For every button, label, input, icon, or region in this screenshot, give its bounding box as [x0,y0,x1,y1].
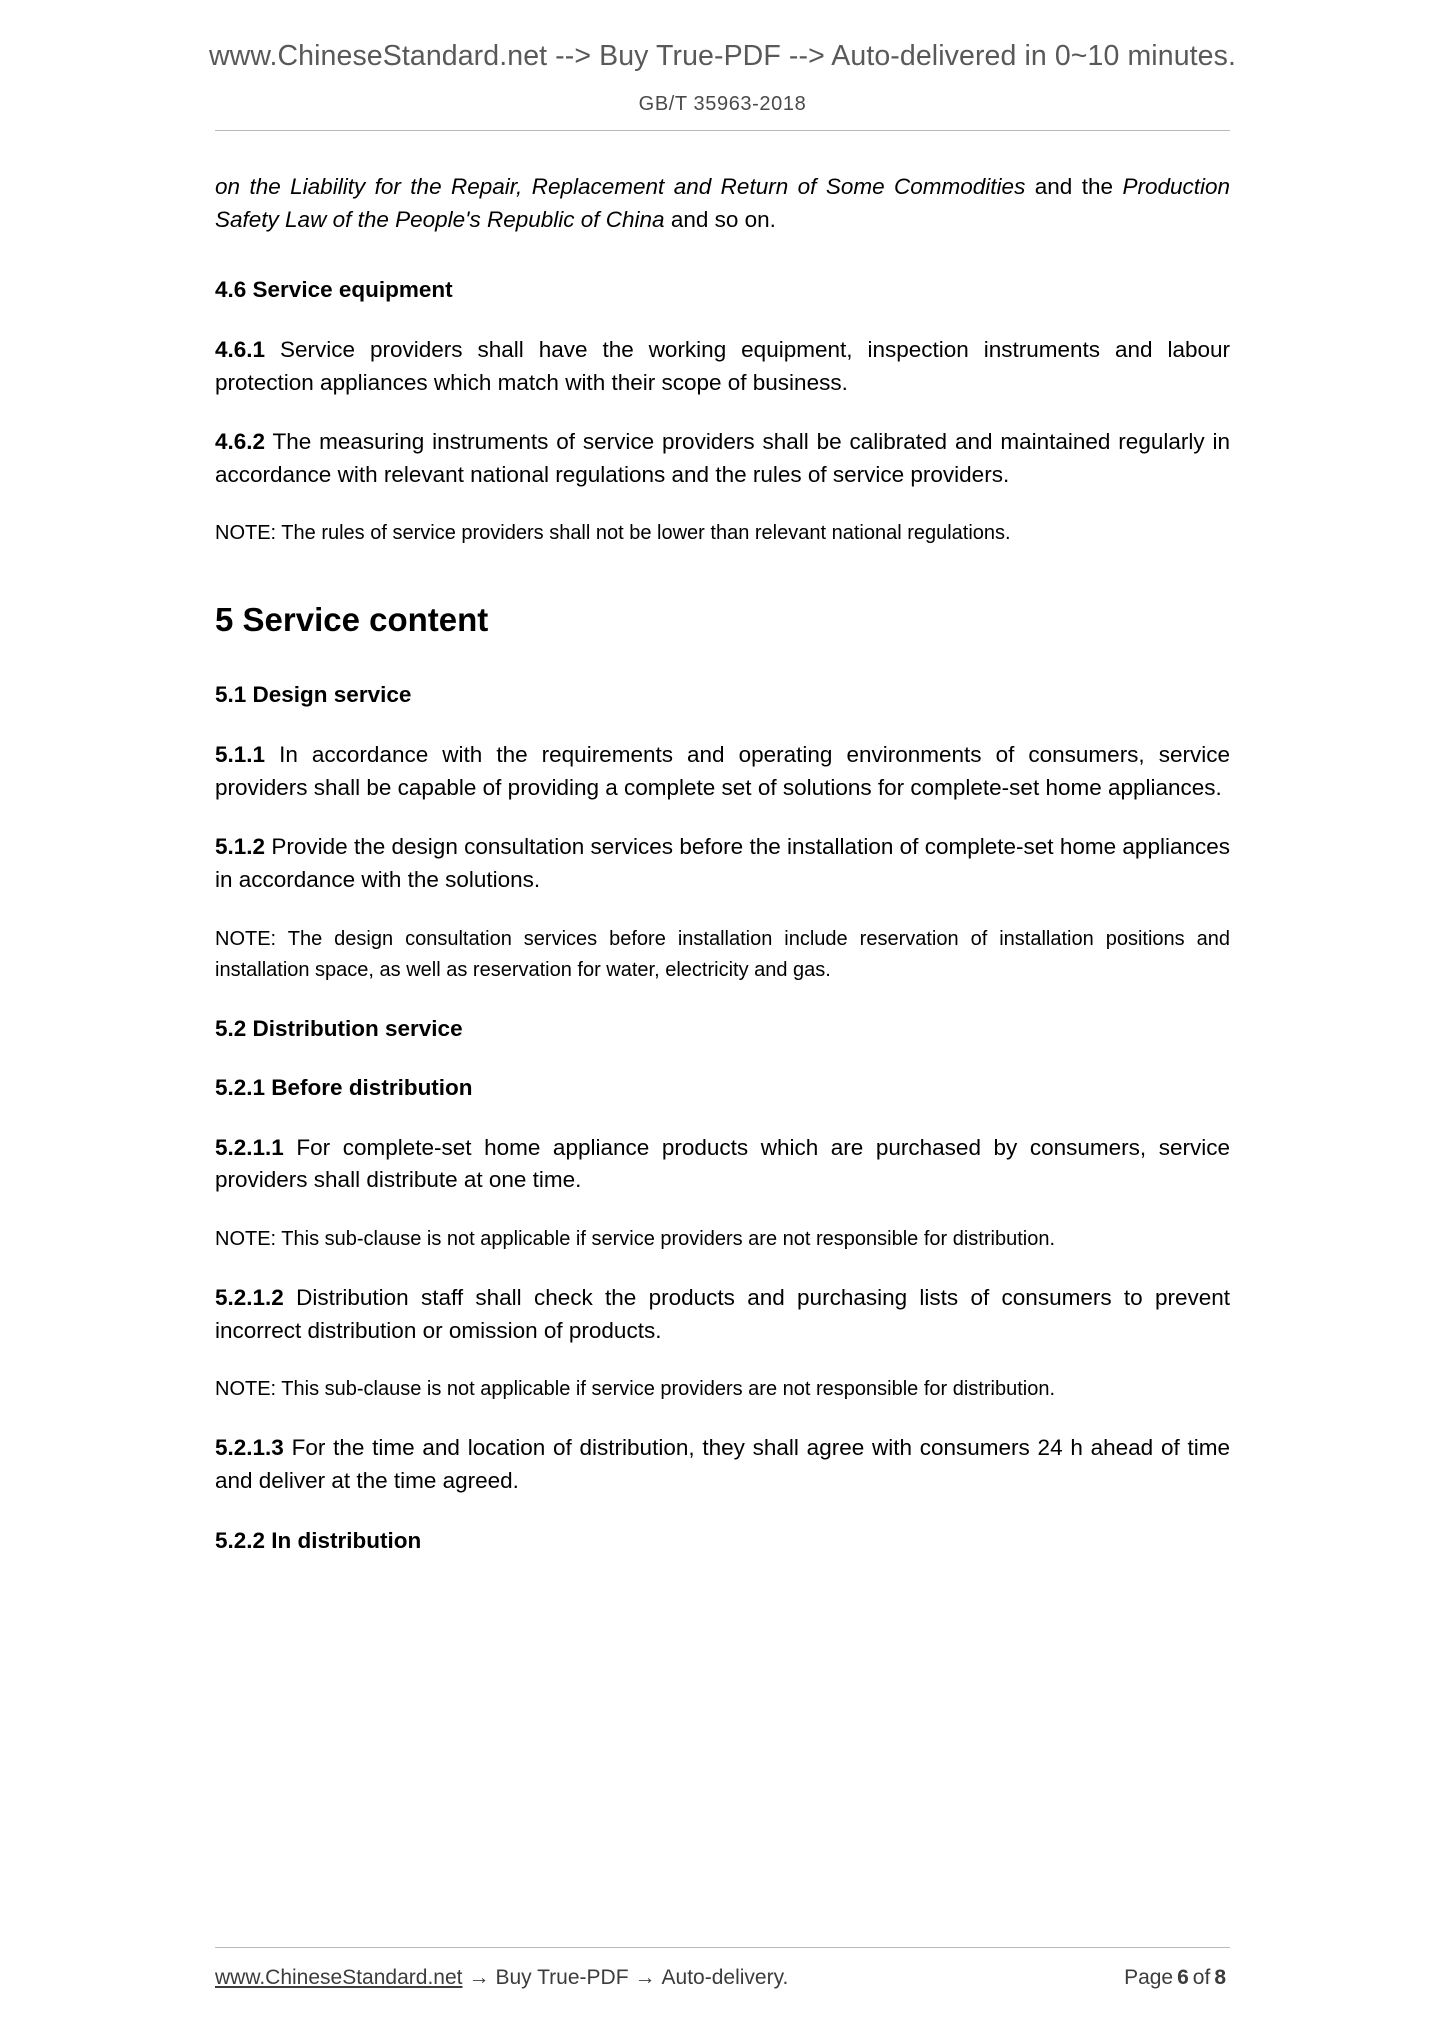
clause-text: For complete-set home appliance products which are purchased by consumers, service providers shall distribute at one time. [215,1134,1230,1193]
clause-5-2-1-1 [215,1132,1230,1197]
clause-5-2-1-3 [215,1432,1230,1497]
section-heading-5-2-2: 5.2.2 In distribution [215,1527,422,1553]
clause-4-6-2 [215,426,1230,491]
footer-row [215,1966,1230,1990]
clause-number: 5.2.1.3 [215,1435,284,1461]
clause-number: 5.1.2 [215,834,266,860]
footer-left [215,1966,1124,1990]
clause-5-2-1-2 [215,1282,1230,1347]
clause-text: Provide the design consultation services before the installation of complete-set home appliances in accordance with the solutions. [215,834,1230,892]
footer-divider [215,1947,1230,1948]
clause-text: Distribution staff shall check the products and purchasing lists of consumers to prevent incorrect distribution or omission of products. [215,1285,1230,1343]
note-5-2-1-1: NOTE: This sub-clause is not applicable if service providers are not responsible for distribution. [215,1228,1056,1250]
note-4-6-2: NOTE: The rules of service providers shall not be lower than relevant national regulations. [215,522,1011,545]
clause-5-1-1 [215,739,1230,804]
clause-5-1-2 [215,831,1230,896]
main-heading-5: 5 Service content [215,601,489,639]
clause-number: 4.6.1 [215,336,266,362]
page-total: 8 [1214,1966,1226,1989]
clause-text: For the time and location of distribution, they shall agree with consumers 24 h ahead of time and deliver at the time agreed. [215,1435,1230,1493]
italic-title-2: Production Safety Law of the People's Republic of China [215,174,1231,232]
section-heading-5-2-1: 5.2.1 Before distribution [215,1075,473,1101]
section-heading-5-1: 5.1 Design service [215,682,412,708]
note-5-1-2: NOTE: The design consultation services before installation include reservation of installation positions and installation space, as well as reservation for water, electricity and gas. [215,927,1230,981]
plain-text-2: and so on. [664,206,776,232]
arrow-right-icon-2: → [634,1966,656,1989]
clause-number: 5.2.1.2 [215,1285,284,1310]
standard-code: GB/T 35963-2018 [638,93,807,115]
note-5-2-1-2: NOTE: This sub-clause is not applicable if service providers are not responsible for distribution. [215,1378,1056,1401]
promo-banner: www.ChineseStandard.net --> Buy True-PDF --> Auto-delivered in 0~10 minutes. [209,40,1236,72]
clause-number: 5.1.1 [215,742,266,767]
document-content [215,131,1230,1557]
section-heading-4-6: 4.6 Service equipment [215,277,453,303]
clause-text: Service providers shall have the working equipment, inspection instruments and labour protection appliances which match with their scope of business. [215,336,1230,395]
italic-title-1: on the Liability for the Repair, Replacement and Return of Some Commodities [215,174,1026,199]
page-footer [215,1947,1230,1990]
clause-number: 4.6.2 [215,429,266,455]
of-label: of [1192,1966,1211,1989]
footer-buy-label: Buy True-PDF [495,1966,629,1989]
page-number: 6 [1177,1966,1189,1989]
section-heading-5-2: 5.2 Distribution service [215,1015,463,1041]
continued-paragraph [215,171,1230,236]
clause-number: 5.2.1.1 [215,1134,284,1160]
page-indicator [1124,1966,1230,1990]
footer-website-link[interactable]: www.ChineseStandard.net [215,1966,463,1989]
page-label: Page [1124,1966,1174,1989]
clause-text: The measuring instruments of service providers shall be calibrated and maintained regularly in accordance with relevant national regulations and the rules of service providers. [215,429,1230,487]
plain-text-1: and the [1025,174,1123,199]
arrow-right-icon: → [468,1966,490,1989]
footer-delivery-label: Auto-delivery. [661,1966,789,1989]
clause-text: In accordance with the requirements and operating environments of consumers, service providers shall be capable of providing a complete set of solutions for complete-set home appliances. [215,742,1230,800]
clause-4-6-1 [215,334,1230,399]
